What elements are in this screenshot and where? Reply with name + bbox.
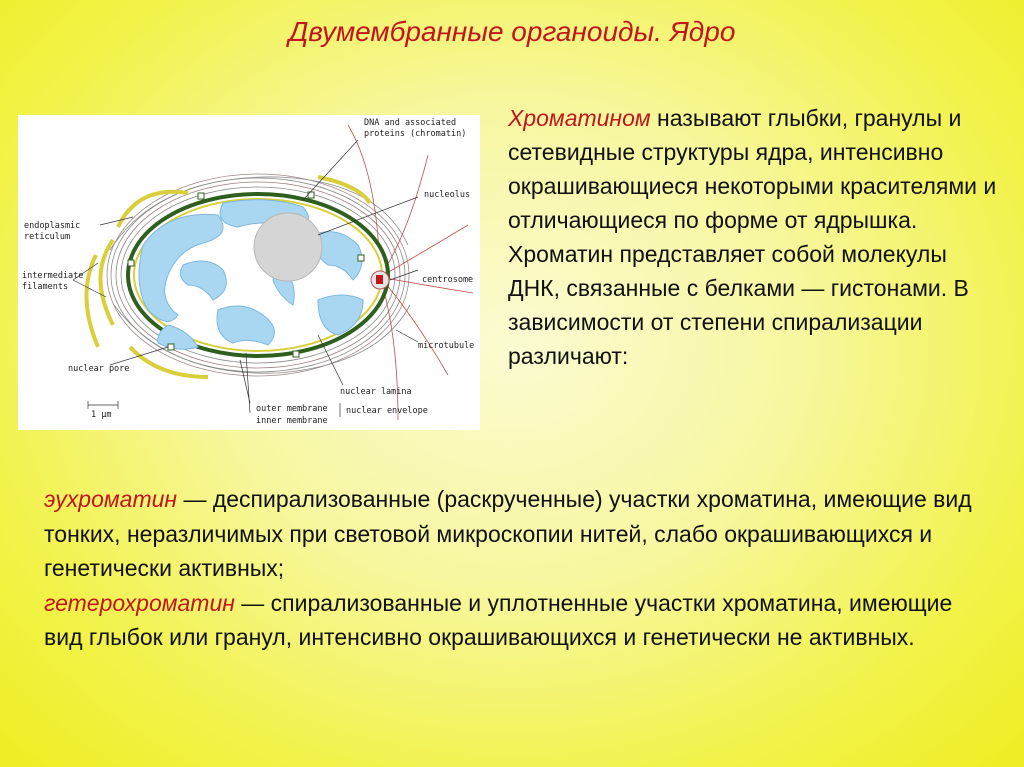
label-dna-1: DNA and associated xyxy=(364,118,457,128)
label-er-1: endoplasmic xyxy=(24,221,81,231)
nucleus-diagram xyxy=(18,115,480,430)
label-nuclear-lamina: nuclear lamina xyxy=(340,387,412,397)
term-euchromatin: эухроматин xyxy=(44,486,178,512)
label-nuclear-envelope: nuclear envelope xyxy=(346,406,428,416)
label-centrosome: centrosome xyxy=(422,275,474,285)
definitions xyxy=(44,482,994,655)
nucleolus-body xyxy=(254,213,322,281)
slide-title: Двумембранные органоиды. Ядро xyxy=(288,16,736,47)
euchromatin-definition: — деспирализованные (раскрученные) участки хроматина, имеющие вид тонких, неразличимых при световой микроскопии нитей, слабо окрашивающихся и генетически активных; xyxy=(44,486,972,581)
term-chromatin: Хроматином xyxy=(508,105,651,131)
label-outer-membrane: outer membrane xyxy=(256,404,328,414)
chromatin-paragraph xyxy=(508,101,998,373)
label-dna-2: proteins (chromatin) xyxy=(364,129,467,139)
label-filaments-2: filaments xyxy=(22,282,69,292)
nucleus-illustration xyxy=(18,115,480,430)
label-scale: 1 µm xyxy=(91,410,112,420)
label-er-2: reticulum xyxy=(24,232,71,242)
chromatin-description: называют глыбки, гранулы и сетевидные структуры ядра, интенсивно окрашивающиеся некоторыми красителями и отличающиеся по форме от ядрышка. Хроматин представляет собой молекулы ДНК, связанные с белками — гистонами. В зависимости от степени спирализации различают: xyxy=(508,105,997,369)
label-nucleolus: nucleolus xyxy=(424,190,471,200)
label-microtubule: microtubule xyxy=(418,341,475,351)
label-inner-membrane: inner membrane xyxy=(256,416,328,426)
label-filaments-1: intermediate xyxy=(22,271,84,281)
term-heterochromatin: гетерохроматин xyxy=(44,589,235,616)
heterochromatin-definition: — спирализованные и уплотненные участки хроматина, имеющие вид глыбок или гранул, интенсивно окрашивающихся и генетически не активных. xyxy=(44,589,953,650)
label-nuclear-pore: nuclear pore xyxy=(68,364,130,374)
